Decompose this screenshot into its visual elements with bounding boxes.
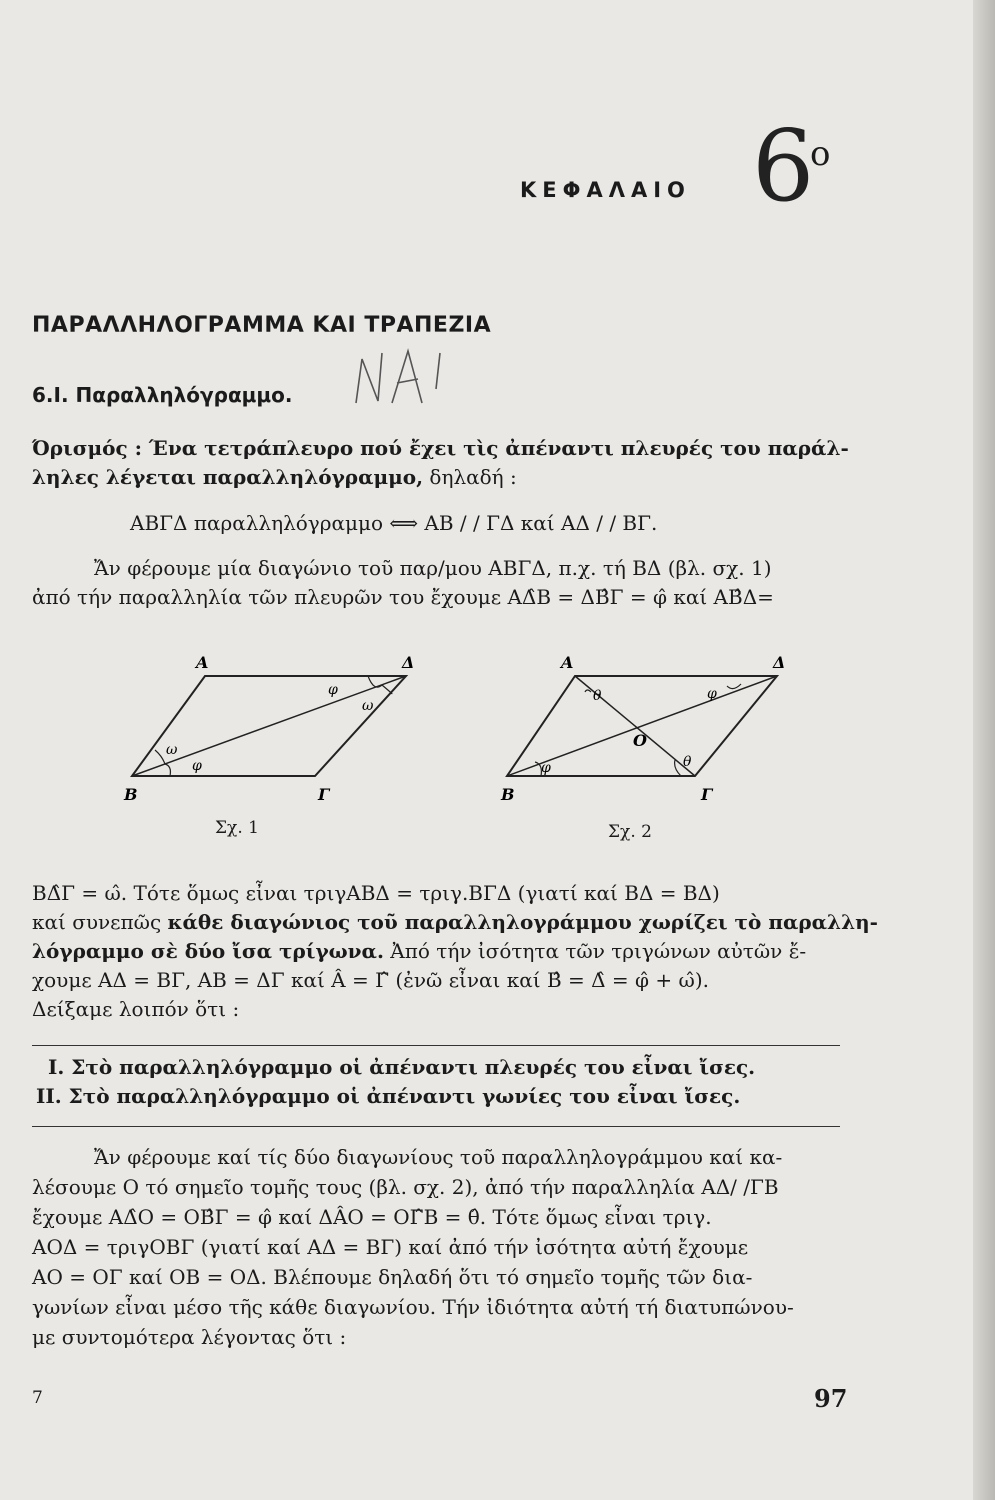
para3-line-3: ἔχουμε ΑΔ̂Ο = ΟΒ̂Γ = φ̂ καί ΔÂΟ = ΟΓ̂Β = θ̂. Τότε ὅμως εἶναι τριγ. xyxy=(32,1205,712,1229)
definition-term: ληλες λέγεται παραλληλόγραμμο, xyxy=(32,465,424,489)
fig2-label-theta-a: θ xyxy=(593,688,602,704)
definition-line-1: Όρισμός : Ένα τετράπλευρο πού ἔχει τὶς ἀπέναντι πλευρές του παράλ- xyxy=(32,436,849,460)
para2-line-2-bold: κάθε διαγώνιος τοῦ παραλληλογράμμου χωρίζει τὸ παραλλη- xyxy=(167,910,878,934)
fig1-diagonal xyxy=(132,676,406,776)
fig1-arc-omega-b xyxy=(155,750,165,764)
chapter-word: ΚΕΦΑΛΑΙΟ xyxy=(520,178,691,202)
para3-line-1: Ἄν φέρουμε καί τίς δύο διαγωνίους τοῦ παραλληλογράμμου καί κα- xyxy=(94,1145,783,1169)
fig1-label-g: Γ xyxy=(318,785,330,804)
fig2-label-a: Α xyxy=(561,653,574,672)
para2-line-1: ΒΔ̂Γ = ω̂. Τότε ὅμως εἶναι τριγΑΒΔ = τριγ.ΒΓΔ (γιατί καί ΒΔ = ΒΔ) xyxy=(32,881,720,905)
fig2-label-d: Δ xyxy=(773,653,786,672)
fig2-label-o: Ο xyxy=(633,731,647,750)
para3-line-5: ΑΟ = ΟΓ καί ΟΒ = ΟΔ. Βλέπουμε δηλαδή ὅτι τό σημεῖο τομῆς τῶν δια- xyxy=(32,1265,753,1289)
para2-line-5: Δείξαμε λοιπόν ὅτι : xyxy=(32,997,240,1021)
fig2-arc-a xyxy=(585,690,591,692)
para3-line-4: ΑΟΔ = τριγΟΒΓ (γιατί καί ΑΔ = ΒΓ) καί ἀπό τήν ἰσότητα αὐτή ἔχουμε xyxy=(32,1235,749,1259)
page-number: 97 xyxy=(814,1384,848,1413)
theorem-rule-bottom xyxy=(32,1126,840,1127)
para1-line-2: ἀπό τήν παραλληλία τῶν πλευρῶν του ἔχουμε ΑΔ̂Β = ΔΒ̂Γ = φ̂ καί ΑΒ̂Δ= xyxy=(32,585,774,609)
figure-1-caption: Σχ. 1 xyxy=(215,818,259,838)
fig1-label-phi-b: φ xyxy=(192,758,202,774)
fig2-arc-d xyxy=(727,684,741,689)
fig1-label-omega-b: ω xyxy=(166,742,178,758)
section-title: 6.Ι. Παραλληλόγραμμο. xyxy=(32,383,293,407)
equivalence-formula: ΑΒΓΔ παραλληλόγραμμο ⟺ ΑΒ / / ΓΔ καί ΑΔ / / ΒΓ. xyxy=(130,511,658,535)
para2-line-3 xyxy=(32,936,806,966)
fig1-arc-phi-b xyxy=(165,764,170,776)
fig2-label-g: Γ xyxy=(701,785,713,804)
theorem-2: ΙΙ. Στὸ παραλληλόγραμμο οἱ ἀπέναντι γωνίες του εἶναι ἴσες. xyxy=(36,1084,741,1108)
fig2-label-theta-g: θ xyxy=(683,754,692,770)
fig1-label-d: Δ xyxy=(402,653,415,672)
para3-line-6: γωνίων εἶναι μέσο τῆς κάθε διαγωνίου. Τήν ἰδιότητα αὐτή τή διατυπώνου- xyxy=(32,1295,794,1319)
para2-line-4: χουμε ΑΔ = ΒΓ, ΑΒ = ΔΓ καί Â = Γ̂ (ἐνῶ εἶναι καί Β̂ = Δ̂ = φ̂ + ω̂). xyxy=(32,968,709,992)
chapter-number: 6 xyxy=(752,110,815,224)
theorem-1: Ι. Στὸ παραλληλόγραμμο οἱ ἀπέναντι πλευρές του εἶναι ἴσες. xyxy=(48,1055,756,1079)
para1-line-1: Ἄν φέρουμε μία διαγώνιο τοῦ παρ/μου ΑΒΓΔ, π.χ. τή ΒΔ (βλ. σχ. 1) xyxy=(94,556,772,580)
chapter-ordinal: ο xyxy=(810,134,831,174)
para3-line-2: λέσουμε Ο τό σημεῖο τομῆς τους (βλ. σχ. 2), ἀπό τήν παραλληλία ΑΔ/ /ΓΒ xyxy=(32,1175,779,1199)
fig1-arc-omega-d xyxy=(382,685,392,694)
chapter-title: ΠΑΡΑΛΛΗΛΟΓΡΑΜΜΑ ΚΑΙ ΤΡΑΠΕΖΙΑ xyxy=(32,313,492,338)
fig2-label-phi-d: φ xyxy=(707,686,717,702)
page-edge-shadow xyxy=(973,0,995,1500)
fig1-label-omega-d: ω xyxy=(362,698,374,714)
fig1-label-a: Α xyxy=(196,653,209,672)
figure-2-caption: Σχ. 2 xyxy=(608,822,652,842)
figure-2 xyxy=(495,648,795,848)
fig1-label-b: Β xyxy=(124,785,138,804)
para3-line-7: με συντομότερα λέγοντας ὅτι : xyxy=(32,1325,347,1349)
definition-line-2 xyxy=(32,462,517,492)
fig2-label-phi-b: φ xyxy=(541,760,551,776)
fig1-label-phi-d: φ xyxy=(328,682,338,698)
para2-line-2 xyxy=(32,907,878,937)
definition-tail: δηλαδή : xyxy=(423,465,517,489)
para2-line-3-rest: Ἀπό τήν ἰσότητα τῶν τριγώνων αὐτῶν ἔ- xyxy=(383,939,807,963)
fig2-label-b: Β xyxy=(501,785,515,804)
figure-1 xyxy=(110,648,430,848)
handwritten-note xyxy=(352,345,462,415)
theorem-rule-top xyxy=(32,1045,840,1046)
para2-line-2-pre: καί συνεπῶς xyxy=(32,910,168,934)
signature-mark: 7 xyxy=(32,1388,43,1408)
para2-line-3-bold: λόγραμμο σὲ δύο ἴσα τρίγωνα. xyxy=(32,939,384,963)
